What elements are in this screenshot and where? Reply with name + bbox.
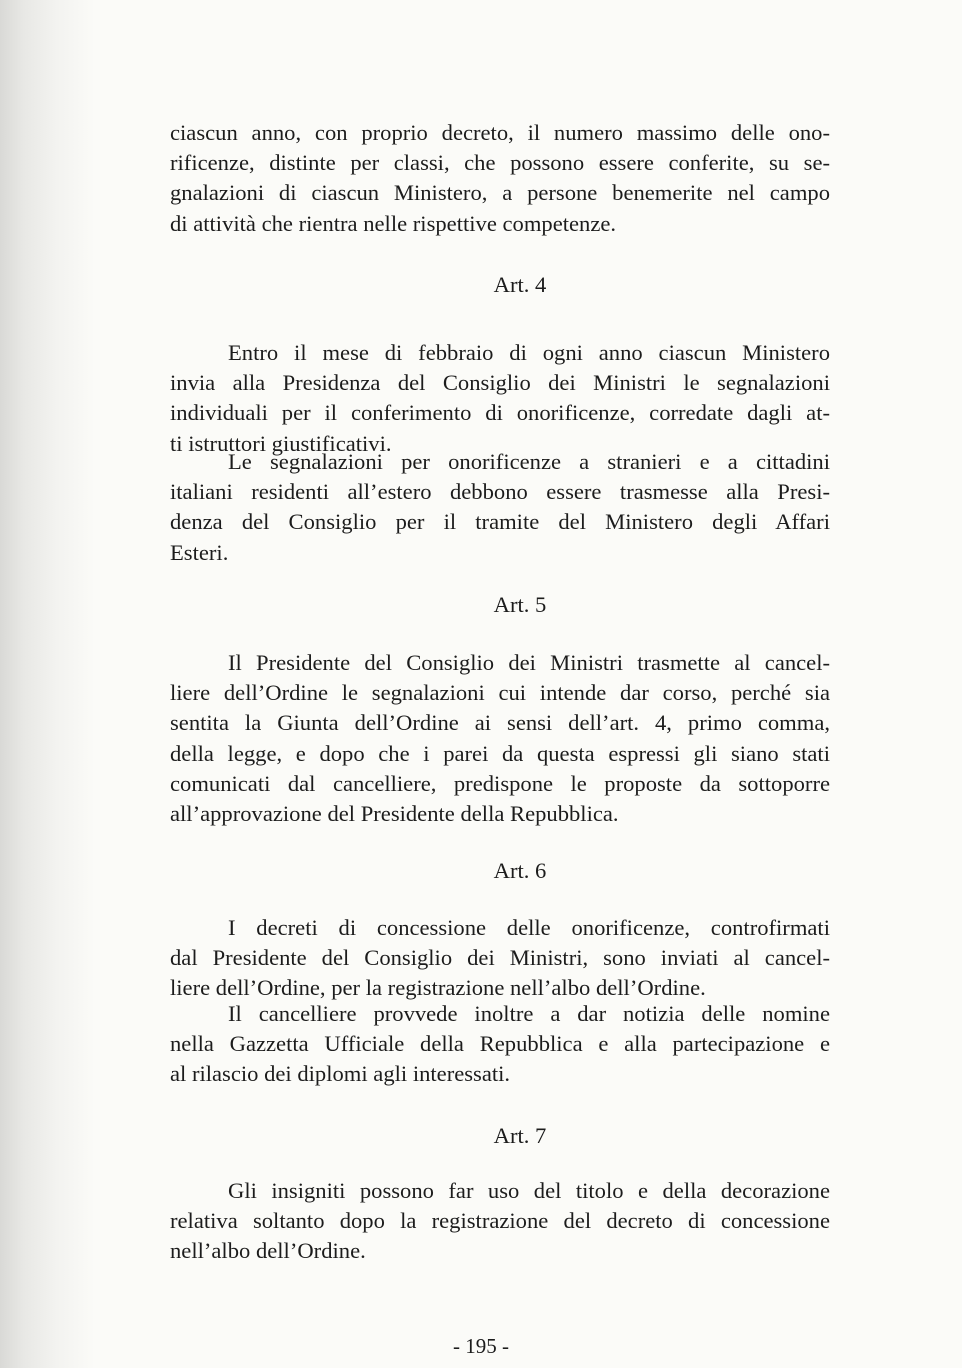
binding-shadow: [0, 0, 95, 1368]
text-line: liere dell’Ordine, per la registrazione nell’albo dell’Ordine.: [170, 975, 706, 1001]
text-line: della legge, e dopo che i parei da questa espressi gli siano stati: [170, 740, 830, 766]
text-line: Le segnalazioni per onorificenze a stranieri e a cittadini: [228, 449, 830, 474]
text-line: rificenze, distinte per classi, che possono essere conferite, su se-: [170, 150, 830, 176]
article-4-heading: Art. 4: [493, 272, 547, 297]
text-line: Entro il mese di febbraio di ogni anno ciascun Ministero: [228, 340, 830, 365]
text-line: liere dell’Ordine le segnalazioni cui intende dar corso, perché sia: [170, 680, 830, 706]
text-line: dal Presidente del Consiglio dei Ministri, sono inviati al cancel-: [170, 945, 830, 971]
text-line: Il cancelliere provvede inoltre a dar notizia delle nomine: [228, 1001, 830, 1026]
article-5-paragraph-1: [170, 648, 830, 829]
article-7-paragraph-1: [170, 1176, 830, 1267]
intro-paragraph: [170, 118, 830, 239]
article-6-paragraph-2: [170, 999, 830, 1090]
text-line: nella Gazzetta Ufficiale della Repubblica e alla partecipazione e: [170, 1031, 830, 1057]
text-line: all’approvazione del Presidente della Repubblica.: [170, 801, 619, 827]
article-5-heading: Art. 5: [493, 592, 547, 617]
article-4-paragraph-2: [170, 447, 830, 568]
text-line: denza del Consiglio per il tramite del Ministero degli Affari: [170, 509, 830, 535]
text-line: invia alla Presidenza del Consiglio dei Ministri le segnalazioni: [170, 370, 830, 396]
text-line: gnalazioni di ciascun Ministero, a persone benemerite nel campo: [170, 180, 830, 206]
text-line: nell’albo dell’Ordine.: [170, 1238, 366, 1264]
text-line: I decreti di concessione delle onorificenze, controfirmati: [228, 915, 830, 940]
text-line: individuali per il conferimento di onorificenze, corredate dagli at-: [170, 400, 830, 426]
page-number: - 195 -: [453, 1334, 509, 1358]
article-4-paragraph-1: [170, 338, 830, 459]
text-line: di attività che rientra nelle rispettive competenze.: [170, 210, 617, 236]
text-line: al rilascio dei diplomi agli interessati.: [170, 1061, 511, 1087]
article-7-heading: Art. 7: [493, 1123, 547, 1148]
text-line: comunicati dal cancelliere, predispone le proposte da sottoporre: [170, 770, 830, 796]
text-line: relativa soltanto dopo la registrazione del decreto di concessione: [170, 1208, 830, 1234]
text-line: Il Presidente del Consiglio dei Ministri trasmette al cancel-: [228, 650, 830, 675]
text-line: ti istruttori giustificativi.: [170, 430, 392, 456]
article-6-paragraph-1: [170, 913, 830, 1004]
text-line: Esteri.: [170, 539, 229, 565]
text-line: Gli insigniti possono far uso del titolo e della decorazione: [228, 1178, 830, 1203]
text-line: sentita la Giunta dell’Ordine ai sensi dell’art. 4, primo comma,: [170, 710, 830, 736]
text-line: italiani residenti all’estero debbono essere trasmesse alla Presi-: [170, 479, 830, 505]
article-6-heading: Art. 6: [493, 858, 547, 883]
text-line: ciascun anno, con proprio decreto, il numero massimo delle ono-: [170, 120, 830, 145]
